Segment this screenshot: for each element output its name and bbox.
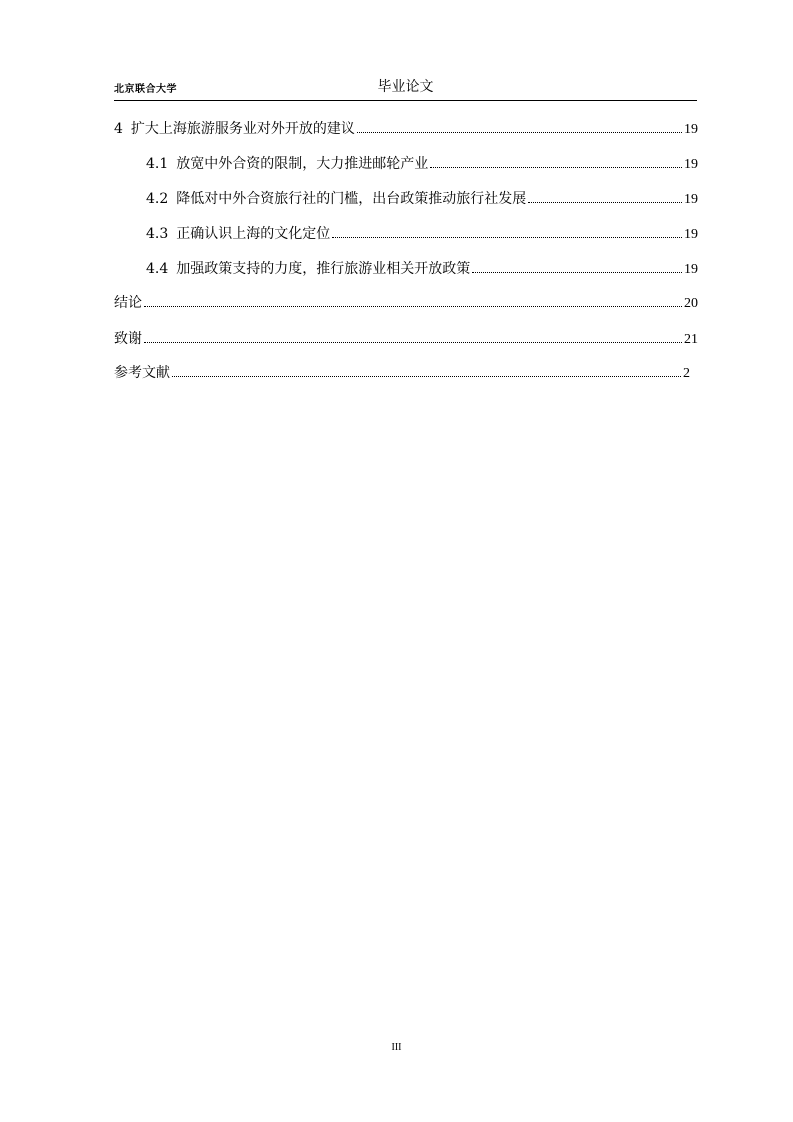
toc-entry[interactable] (114, 328, 698, 350)
toc-entry[interactable] (146, 258, 698, 280)
toc-entry[interactable] (146, 223, 698, 245)
toc-entry-title: 扩大上海旅游服务业对外开放的建议 (130, 121, 355, 137)
page-number: III (391, 1042, 402, 1053)
toc-entry[interactable] (146, 188, 698, 210)
toc-entry-page: 19 (684, 157, 698, 172)
toc-entry-number: 4.1 (146, 156, 169, 172)
toc-entry[interactable] (114, 118, 698, 140)
toc-entry-page: 19 (684, 192, 698, 207)
toc-leader (332, 237, 682, 238)
toc-entry-number: 4.4 (146, 261, 169, 277)
toc-entry-title: 加强政策支持的力度，推行旅游业相关开放政策 (176, 261, 471, 277)
toc-entry-page: 2 (683, 366, 690, 381)
toc-leader (472, 272, 682, 273)
toc-leader (172, 376, 681, 377)
toc-leader (144, 306, 682, 307)
toc-leader (357, 132, 682, 133)
toc-entry-title: 放宽中外合资的限制，大力推进邮轮产业 (176, 156, 429, 172)
toc-entry-number: 4.3 (146, 226, 169, 242)
toc-entry-page: 21 (684, 332, 698, 347)
toc-entry-title: 降低对中外合资旅行社的门槛，出台政策推动旅行社发展 (176, 191, 527, 207)
page-header (114, 74, 697, 101)
toc-leader (144, 342, 682, 343)
toc-leader (528, 202, 682, 203)
toc-entry-number: 4.2 (146, 191, 169, 207)
toc-entry-page: 19 (684, 227, 698, 242)
toc-entry-page: 19 (684, 122, 698, 137)
toc-entry[interactable] (114, 292, 698, 314)
toc-entry-number: 4 (114, 121, 123, 137)
toc-entry-title: 正确认识上海的文化定位 (176, 226, 331, 242)
toc-entry-title: 参考文献 (114, 365, 170, 381)
toc-entry[interactable] (114, 362, 690, 384)
toc-entry-page: 20 (684, 296, 698, 311)
toc-leader (430, 167, 682, 168)
toc-entry[interactable] (146, 153, 698, 175)
toc-entry-page: 19 (684, 262, 698, 277)
toc-entry-title: 致谢 (114, 331, 142, 347)
university-name: 北京联合大学 (114, 84, 177, 95)
toc-entry-title: 结论 (114, 295, 142, 311)
document-type: 毕业论文 (377, 79, 434, 95)
